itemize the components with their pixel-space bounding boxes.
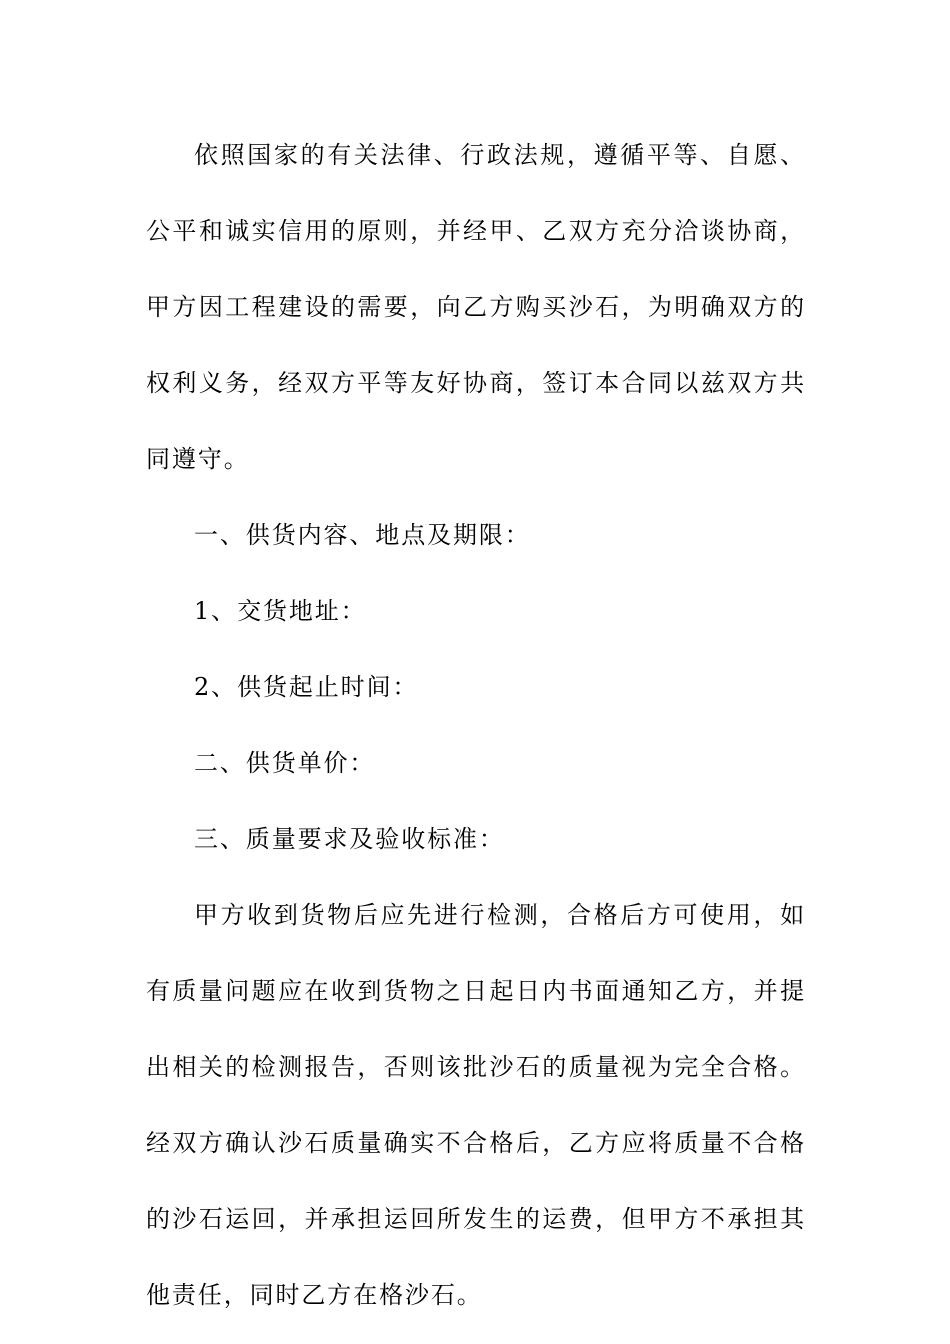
item-delivery-address: 1、交货地址：: [194, 597, 367, 625]
paragraph-preamble: 依照国家的有关法律、行政法规，遵循平等、自愿、公平和诚实信用的原则，并经甲、乙双方充分洽谈协商，甲方因工程建设的需要，向乙方购买沙石，为明确双方的权利义务，经双方平等友好协商，签订本合同以兹双方共同遵守。: [146, 141, 806, 473]
item-supply-period: 2、供货起止时间：: [194, 673, 419, 701]
heading-section-1: 一、供货内容、地点及期限：: [194, 521, 531, 549]
heading-section-3: 三、质量要求及验收标准：: [194, 825, 505, 853]
document-body: [146, 117, 806, 1333]
paragraph-quality-acceptance: 甲方收到货物后应先进行检测，合格后方可使用，如有质量问题应在收到货物之日起日内书面通知乙方，并提出相关的检测报告，否则该批沙石的质量视为完全合格。经双方确认沙石质量确实不合格后，乙方应将质量不合格的沙石运回，并承担运回所发生的运费，但甲方不承担其他责任，同时乙方在格沙石。: [146, 901, 806, 1309]
heading-section-2: 二、供货单价：: [194, 749, 376, 777]
